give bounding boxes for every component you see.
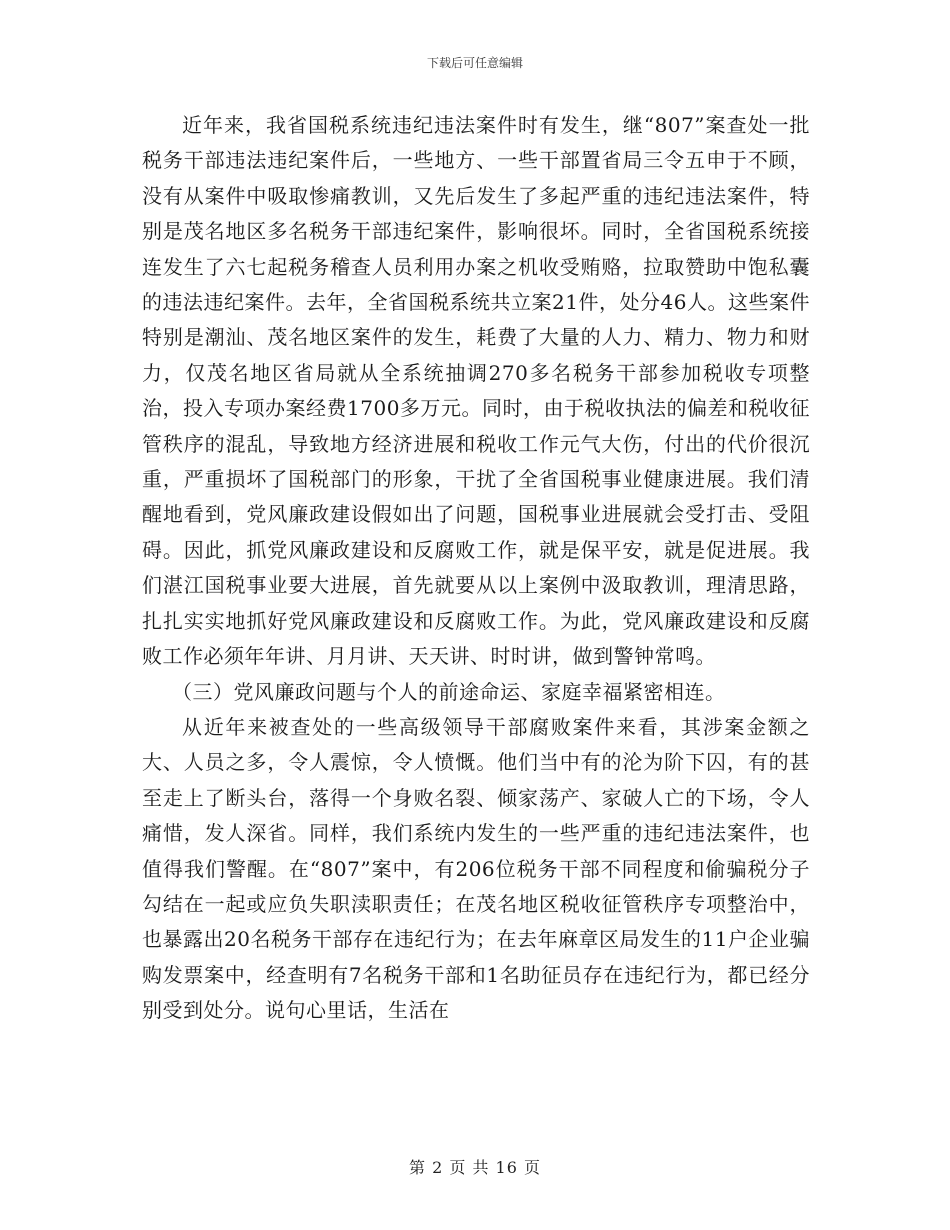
page-header-note: 下载后可任意编辑 (426, 56, 523, 70)
paragraph-2: 从近年来被查处的一些高级领导干部腐败案件来看，其涉案金额之大、人员之多，令人震惊，令人愤慨。他们当中有的沦为阶下囚，有的甚至走上了断头台，落得一个身败名裂、倾家荡产、家破人亡的下场，令人痛惜，发人深省。同样，我们系统内发生的一些严重的违纪违法案件，也值得我们警醒。在“807”案中，有206位税务干部不同程度和偷骗税分子勾结在一起或应负失职渎职责任；在茂名地区税收征管秩序专项整治中，也暴露出20名税务干部存在违纪行为；在去年麻章区局发生的11户企业骗购发票案中，经查明有7名税务干部和1名助征员存在违纪行为，都已经分别受到处分。说句心里话，生活在 (142, 714, 810, 1023)
paragraph-1: 近年来，我省国税系统违纪违法案件时有发生，继“807”案查处一批税务干部违法违纪案件后，一些地方、一些干部置省局三令五申于不顾，没有从案件中吸取惨痛教训，又先后发生了多起严重的违纪违法案件，特别是茂名地区多名税务干部违纪案件，影响很坏。同时，全省国税系统接连发生了六七起税务稽查人员利用办案之机收受贿赂，拉取赞助中饱私囊的违法违纪案件。去年，全省国税系统共立案21件，处分46人。这些案件特别是潮汕、茂名地区案件的发生，耗费了大量的人力、精力、物力和财力，仅茂名地区省局就从全系统抽调270多名税务干部参加税收专项整治，投入专项办案经费1700多万元。同时，由于税收执法的偏差和税收征管秩序的混乱，导致地方经济进展和税收工作元气大伤，付出的代价很沉重，严重损坏了国税部门的形象，干扰了全省国税事业健康进展。我们清醒地看到，党风廉政建设假如出了问题，国税事业进展就会受打击、受阻碍。因此，抓党风廉政建设和反腐败工作，就是保平安，就是促进展。我们湛江国税事业要大进展，首先就要从以上案例中汲取教训，理清思路，扎扎实实地抓好党风廉政建设和反腐败工作。为此，党风廉政建设和反腐败工作必须年年讲、月月讲、天天讲、时时讲，做到警钟常鸣。 (142, 113, 810, 669)
document-body (142, 108, 810, 1029)
section-heading-3: （三）党风廉政问题与个人的前途命运、家庭幸福紧密相连。 (172, 679, 726, 704)
page-number-footer: 第 2 页 共 16 页 (409, 1158, 541, 1177)
